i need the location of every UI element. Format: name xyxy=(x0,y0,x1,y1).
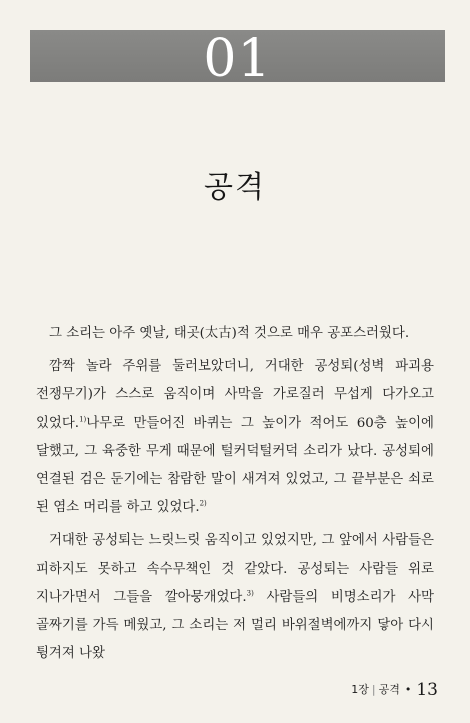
paragraph-1: 그 소리는 아주 옛날, 태곳(太古)적 것으로 매우 공포스러웠다. xyxy=(49,326,410,341)
footer-title: 공격 xyxy=(378,683,400,696)
chapter-number: 01 xyxy=(203,29,272,89)
page-footer xyxy=(351,680,438,700)
footer-bullet: • xyxy=(404,683,412,696)
footnote-marker-1: 1) xyxy=(79,415,87,424)
footnote-marker-2: 2) xyxy=(199,499,207,508)
footer-separator: | xyxy=(371,683,376,696)
paragraph-3: 거대한 공성퇴는 느릿느릿 움직이고 있었지만, 그 앞에서 사람들은 피하지도 못하고 속수무책인 것 같았다. 공성퇴는 사람들 위로 지나가면서 그들을 깔아뭉개었다.$^{3)}$ 사람들의 비명소리가 사막 골짜기를 가득 메웠고, 그 소리는 저 멀리 바위절벽에까지 닿아 다시 튕겨져 나왔 xyxy=(36,533,434,662)
page-number: 13 xyxy=(416,680,438,700)
paragraph-2: 깜짝 놀라 주위를 둘러보았더니, 거대한 공성퇴(성벽 파괴용 전쟁무기)가 스스로 움직이며 사막을 가로질러 무섭게 다가오고 있었다.$^{1)}$나무로 만들어진 바퀴는 그 높이가 적어도 60층 높이에 달했고, 그 육중한 무게 때문에 털커덕털커덕 소리가 났다. 공성퇴에 연결된 검은 둔기에는 참람한 말이 새겨져 있었고, 그 끝부분은 쇠로 된 염소 머리를 하고 있었다.$^{2)}$ xyxy=(36,359,434,516)
chapter-body xyxy=(36,320,434,668)
chapter-number-banner xyxy=(30,29,445,89)
footnote-marker-3: 3) xyxy=(246,589,254,598)
chapter-title: 공격 xyxy=(204,170,266,205)
footer-chapter: 1장 xyxy=(351,683,369,696)
